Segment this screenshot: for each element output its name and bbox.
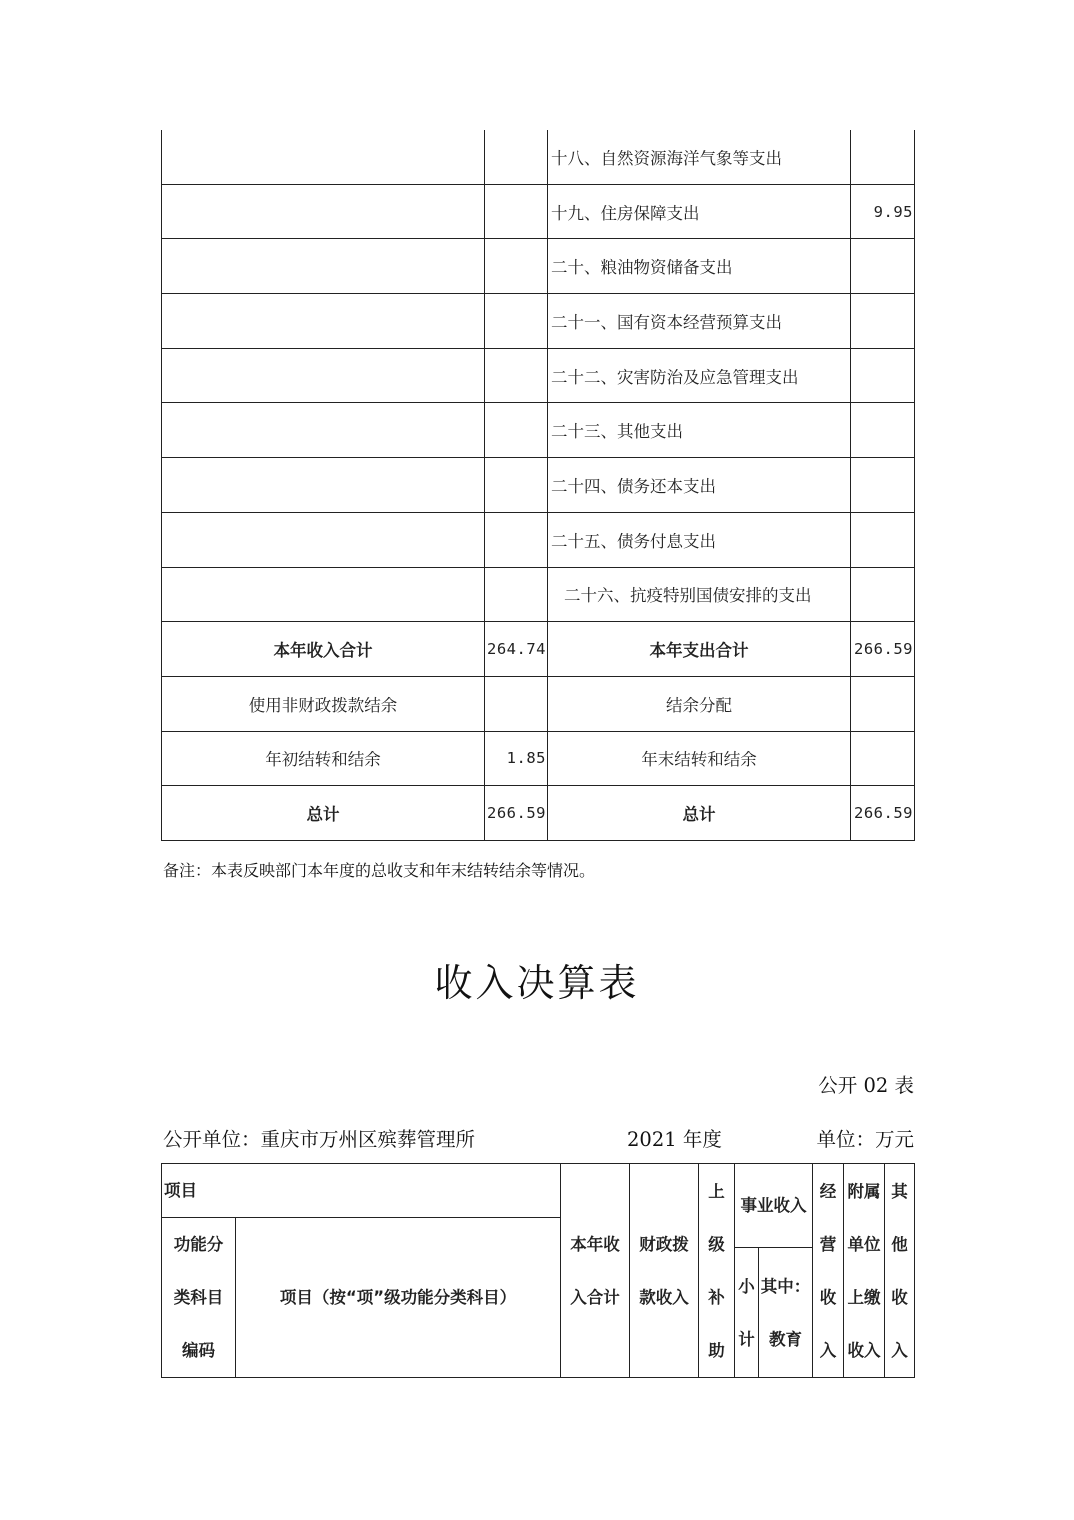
page-title: 收入决算表 <box>434 961 640 1005</box>
income-value-cell <box>485 184 548 239</box>
table-row <box>162 130 915 184</box>
income-value-cell <box>485 458 548 513</box>
expense-value-cell <box>851 512 915 567</box>
expense-value-cell: 9.95 <box>851 184 915 239</box>
table-row <box>162 348 915 403</box>
income-value-cell <box>485 294 548 349</box>
income-value-cell: 1.85 <box>485 731 548 786</box>
income-value-cell <box>485 239 548 294</box>
income-label-cell <box>162 567 485 622</box>
expense-label-cell: 十九、住房保障支出 <box>548 184 851 239</box>
expense-label-cell: 二十六、抗疫特别国债安排的支出 <box>548 567 851 622</box>
expense-label-cell: 本年支出合计 <box>548 622 851 677</box>
table-row <box>162 184 915 239</box>
expense-value-cell <box>851 567 915 622</box>
table-row <box>162 458 915 513</box>
expense-value-cell: 266.59 <box>851 622 915 677</box>
income-value-cell <box>485 403 548 458</box>
expense-label-cell: 十八、自然资源海洋气象等支出 <box>548 130 851 184</box>
header-func-code: 功能分 类科目 编码 <box>162 1218 236 1378</box>
table-row <box>162 294 915 349</box>
income-label-cell <box>162 294 485 349</box>
header-education: 其中： 教育 <box>759 1248 813 1378</box>
table-row <box>162 403 915 458</box>
income-value-cell <box>485 567 548 622</box>
income-label-cell <box>162 184 485 239</box>
expense-label-cell: 二十三、其他支出 <box>548 403 851 458</box>
table-note: 备注：本表反映部门本年度的总收支和年末结转结余等情况。 <box>163 861 596 880</box>
header-subtotal: 小 计 <box>735 1248 759 1378</box>
header-project-item: 项目（按“项”级功能分类科目） <box>236 1218 561 1378</box>
expense-label-cell: 二十二、灾害防治及应急管理支出 <box>548 348 851 403</box>
summary-row <box>162 622 915 677</box>
table-row <box>162 512 915 567</box>
expense-value-cell <box>851 348 915 403</box>
expense-value-cell <box>851 239 915 294</box>
header-affiliated: 附属 单位 上缴 收入 <box>844 1164 885 1378</box>
expense-value-cell <box>851 676 915 731</box>
income-value-cell: 266.59 <box>485 786 548 841</box>
table-row <box>162 239 915 294</box>
header-fiscal: 财政拨 款收入 <box>630 1164 699 1378</box>
expense-label-cell: 二十四、债务还本支出 <box>548 458 851 513</box>
expense-value-cell <box>851 731 915 786</box>
header-superior: 上 级 补 助 <box>699 1164 735 1378</box>
expense-label-cell: 二十、粮油物资储备支出 <box>548 239 851 294</box>
expense-value-cell <box>851 294 915 349</box>
expense-value-cell <box>851 130 915 184</box>
income-label-cell <box>162 458 485 513</box>
income-value-cell <box>485 348 548 403</box>
header-total: 本年收 入合计 <box>561 1164 630 1378</box>
summary-row <box>162 786 915 841</box>
currency-unit: 单位：万元 <box>816 1128 914 1151</box>
header-project: 项目 <box>162 1164 561 1218</box>
income-label-cell: 年初结转和结余 <box>162 731 485 786</box>
income-table-header <box>161 1163 915 1378</box>
reporting-unit: 公开单位：重庆市万州区殡葬管理所 <box>163 1128 476 1151</box>
summary-row <box>162 731 915 786</box>
expense-label-cell: 二十五、债务付息支出 <box>548 512 851 567</box>
summary-row <box>162 676 915 731</box>
income-value-cell <box>485 130 548 184</box>
expense-value-cell <box>851 403 915 458</box>
expense-label-cell: 总计 <box>548 786 851 841</box>
header-other: 其 他 收 入 <box>885 1164 915 1378</box>
expense-label-cell: 结余分配 <box>548 676 851 731</box>
balance-table-continuation <box>161 130 915 841</box>
income-label-cell <box>162 403 485 458</box>
table-number: 公开 02 表 <box>818 1074 914 1097</box>
header-business: 事业收入 <box>735 1164 813 1248</box>
fiscal-year: 2021 年度 <box>627 1128 722 1151</box>
table-row <box>162 567 915 622</box>
income-label-cell: 使用非财政拨款结余 <box>162 676 485 731</box>
income-label-cell <box>162 239 485 294</box>
income-value-cell <box>485 676 548 731</box>
expense-value-cell <box>851 458 915 513</box>
expense-label-cell: 二十一、国有资本经营预算支出 <box>548 294 851 349</box>
expense-value-cell: 266.59 <box>851 786 915 841</box>
income-label-cell <box>162 512 485 567</box>
income-label-cell: 本年收入合计 <box>162 622 485 677</box>
income-label-cell <box>162 130 485 184</box>
income-label-cell: 总计 <box>162 786 485 841</box>
income-value-cell <box>485 512 548 567</box>
income-label-cell <box>162 348 485 403</box>
income-value-cell: 264.74 <box>485 622 548 677</box>
header-operating: 经 营 收 入 <box>813 1164 844 1378</box>
expense-label-cell: 年末结转和结余 <box>548 731 851 786</box>
